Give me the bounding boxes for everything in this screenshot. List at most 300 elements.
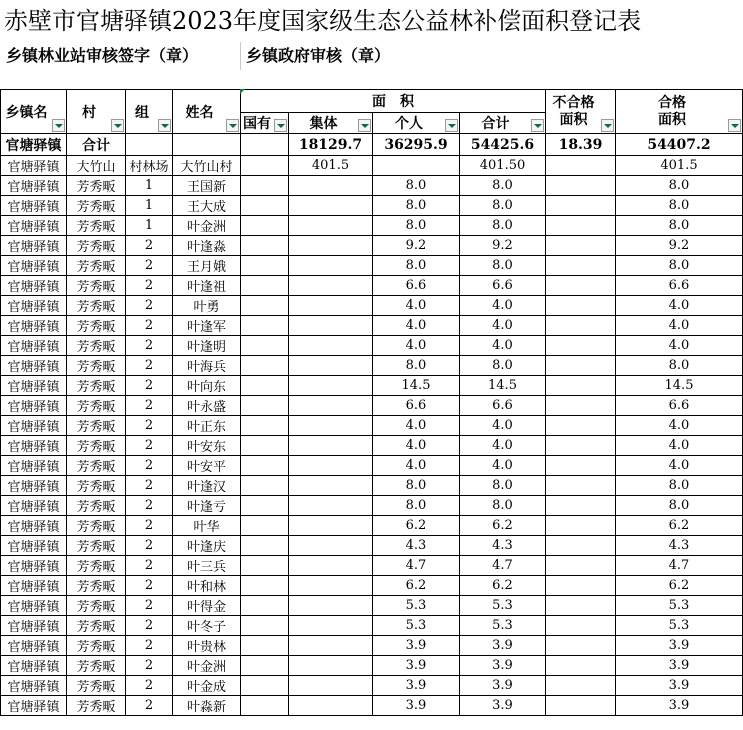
cell-individual[interactable]: 8.0 (373, 476, 460, 496)
cell-qualified[interactable]: 3.9 (616, 636, 743, 656)
cell-total[interactable]: 5.3 (460, 596, 546, 616)
cell-name[interactable]: 叶金洲 (173, 216, 241, 236)
totals-label[interactable]: 合计 (67, 134, 126, 156)
cell-village[interactable]: 芳秀畈 (67, 216, 126, 236)
cell-township[interactable]: 官塘驿镇 (1, 336, 67, 356)
cell-group[interactable]: 2 (126, 676, 173, 696)
cell-group[interactable]: 2 (126, 456, 173, 476)
cell-township[interactable]: 官塘驿镇 (1, 376, 67, 396)
cell-individual[interactable]: 14.5 (373, 376, 460, 396)
filter-dropdown-icon[interactable] (52, 119, 65, 132)
cell-group[interactable]: 2 (126, 476, 173, 496)
cell-township[interactable]: 官塘驿镇 (1, 476, 67, 496)
cell-collective[interactable] (289, 596, 373, 616)
cell-state[interactable] (241, 256, 289, 276)
totals-unqualified[interactable]: 18.39 (546, 134, 616, 156)
cell-state[interactable] (241, 516, 289, 536)
cell-village[interactable]: 芳秀畈 (67, 476, 126, 496)
cell-total[interactable]: 4.7 (460, 556, 546, 576)
cell-village[interactable]: 芳秀畈 (67, 696, 126, 716)
cell-collective[interactable] (289, 556, 373, 576)
cell-qualified[interactable]: 8.0 (616, 476, 743, 496)
filter-dropdown-icon[interactable] (158, 119, 171, 132)
cell-total[interactable]: 4.3 (460, 536, 546, 556)
totals-state-cell[interactable] (241, 134, 289, 156)
cell-township[interactable]: 官塘驿镇 (1, 296, 67, 316)
cell-group[interactable]: 2 (126, 356, 173, 376)
cell-unqualified[interactable] (546, 516, 616, 536)
header-township[interactable]: 乡镇名 (1, 90, 67, 134)
cell-total[interactable]: 4.0 (460, 436, 546, 456)
cell-state[interactable] (241, 236, 289, 256)
cell-qualified[interactable]: 8.0 (616, 196, 743, 216)
cell-individual[interactable]: 5.3 (373, 596, 460, 616)
filter-dropdown-icon[interactable] (601, 119, 614, 132)
cell-total[interactable]: 8.0 (460, 216, 546, 236)
cell-unqualified[interactable] (546, 296, 616, 316)
cell-qualified[interactable]: 3.9 (616, 656, 743, 676)
cell-name[interactable]: 叶安平 (173, 456, 241, 476)
cell-individual[interactable]: 6.2 (373, 576, 460, 596)
cell-total[interactable]: 3.9 (460, 636, 546, 656)
header-state[interactable]: 国有 (241, 113, 289, 134)
cell-township[interactable]: 官塘驿镇 (1, 416, 67, 436)
cell-name[interactable]: 叶得金 (173, 596, 241, 616)
cell-name[interactable]: 叶勇 (173, 296, 241, 316)
cell-collective[interactable] (289, 656, 373, 676)
totals-total[interactable]: 54425.6 (460, 134, 546, 156)
cell-township[interactable]: 官塘驿镇 (1, 676, 67, 696)
cell-group[interactable]: 2 (126, 316, 173, 336)
cell-individual[interactable]: 4.0 (373, 316, 460, 336)
cell-name[interactable]: 叶冬子 (173, 616, 241, 636)
cell-group[interactable]: 2 (126, 556, 173, 576)
cell-qualified[interactable]: 8.0 (616, 176, 743, 196)
cell-state[interactable] (241, 276, 289, 296)
cell-collective[interactable] (289, 196, 373, 216)
cell-state[interactable] (241, 556, 289, 576)
cell-township[interactable]: 官塘驿镇 (1, 216, 67, 236)
cell-collective[interactable] (289, 356, 373, 376)
cell-name[interactable]: 叶淼新 (173, 696, 241, 716)
cell-name[interactable]: 叶贵林 (173, 636, 241, 656)
cell-name[interactable]: 叶海兵 (173, 356, 241, 376)
cell-unqualified[interactable] (546, 616, 616, 636)
cell-unqualified[interactable] (546, 456, 616, 476)
cell-village[interactable]: 芳秀畈 (67, 196, 126, 216)
cell-village[interactable]: 芳秀畈 (67, 396, 126, 416)
cell-group[interactable]: 2 (126, 576, 173, 596)
cell-unqualified[interactable] (546, 596, 616, 616)
cell-state[interactable] (241, 576, 289, 596)
header-qualified[interactable]: 合格面积 (616, 90, 743, 134)
cell-name[interactable]: 叶逢淼 (173, 236, 241, 256)
cell-name[interactable]: 叶正东 (173, 416, 241, 436)
cell-group[interactable]: 1 (126, 196, 173, 216)
totals-name-cell[interactable] (173, 134, 241, 156)
cell-name[interactable]: 叶金洲 (173, 656, 241, 676)
totals-collective[interactable]: 18129.7 (289, 134, 373, 156)
header-total[interactable]: 合计 (460, 113, 546, 134)
cell-qualified[interactable]: 4.0 (616, 456, 743, 476)
cell-group[interactable]: 2 (126, 616, 173, 636)
cell-individual[interactable]: 4.0 (373, 296, 460, 316)
cell-unqualified[interactable] (546, 256, 616, 276)
cell-unqualified[interactable] (546, 676, 616, 696)
cell-township[interactable]: 官塘驿镇 (1, 356, 67, 376)
cell-unqualified[interactable] (546, 356, 616, 376)
cell-township[interactable]: 官塘驿镇 (1, 256, 67, 276)
cell-township[interactable]: 官塘驿镇 (1, 456, 67, 476)
header-village[interactable]: 村 (67, 90, 126, 134)
cell-name[interactable]: 叶逢汉 (173, 476, 241, 496)
cell-individual[interactable]: 4.0 (373, 436, 460, 456)
cell-total[interactable]: 8.0 (460, 176, 546, 196)
cell-village[interactable]: 芳秀畈 (67, 676, 126, 696)
cell-collective[interactable] (289, 676, 373, 696)
cell-state[interactable] (241, 476, 289, 496)
cell-group[interactable]: 2 (126, 516, 173, 536)
cell-total[interactable]: 14.5 (460, 376, 546, 396)
cell-collective[interactable] (289, 396, 373, 416)
cell-total[interactable]: 6.2 (460, 576, 546, 596)
cell-village[interactable]: 芳秀畈 (67, 596, 126, 616)
cell-unqualified[interactable] (546, 376, 616, 396)
cell-collective[interactable] (289, 616, 373, 636)
cell-total[interactable]: 6.2 (460, 516, 546, 536)
cell-collective[interactable] (289, 316, 373, 336)
cell-state[interactable] (241, 176, 289, 196)
cell-individual[interactable]: 6.6 (373, 276, 460, 296)
filter-dropdown-icon[interactable] (531, 119, 544, 132)
cell-individual[interactable]: 8.0 (373, 216, 460, 236)
header-individual[interactable]: 个人 (373, 113, 460, 134)
cell-individual[interactable]: 3.9 (373, 676, 460, 696)
cell-qualified[interactable]: 4.0 (616, 336, 743, 356)
cell-name[interactable]: 叶逢军 (173, 316, 241, 336)
cell-collective[interactable] (289, 456, 373, 476)
cell-township[interactable]: 官塘驿镇 (1, 316, 67, 336)
cell-township[interactable]: 官塘驿镇 (1, 556, 67, 576)
cell-collective[interactable] (289, 176, 373, 196)
header-group[interactable]: 组 (126, 90, 173, 134)
cell-qualified[interactable]: 9.2 (616, 236, 743, 256)
cell-qualified[interactable]: 5.3 (616, 616, 743, 636)
cell-individual[interactable]: 3.9 (373, 656, 460, 676)
cell-township[interactable]: 官塘驿镇 (1, 596, 67, 616)
cell-collective[interactable] (289, 576, 373, 596)
cell-individual[interactable] (373, 156, 460, 176)
cell-name[interactable]: 叶安东 (173, 436, 241, 456)
cell-village[interactable]: 芳秀畈 (67, 456, 126, 476)
cell-qualified[interactable]: 3.9 (616, 676, 743, 696)
filter-dropdown-icon[interactable] (728, 119, 741, 132)
cell-collective[interactable] (289, 376, 373, 396)
cell-village[interactable]: 芳秀畈 (67, 236, 126, 256)
cell-qualified[interactable]: 6.6 (616, 276, 743, 296)
cell-township[interactable]: 官塘驿镇 (1, 396, 67, 416)
cell-total[interactable]: 5.3 (460, 616, 546, 636)
cell-name[interactable]: 叶金成 (173, 676, 241, 696)
cell-state[interactable] (241, 456, 289, 476)
cell-qualified[interactable]: 8.0 (616, 216, 743, 236)
cell-collective[interactable] (289, 296, 373, 316)
cell-individual[interactable]: 9.2 (373, 236, 460, 256)
cell-group[interactable]: 村林场 (126, 156, 173, 176)
cell-township[interactable]: 官塘驿镇 (1, 156, 67, 176)
cell-group[interactable]: 2 (126, 276, 173, 296)
cell-individual[interactable]: 3.9 (373, 696, 460, 716)
cell-qualified[interactable]: 4.0 (616, 296, 743, 316)
cell-unqualified[interactable] (546, 236, 616, 256)
cell-township[interactable]: 官塘驿镇 (1, 516, 67, 536)
cell-township[interactable]: 官塘驿镇 (1, 696, 67, 716)
cell-collective[interactable] (289, 636, 373, 656)
cell-collective[interactable] (289, 276, 373, 296)
cell-state[interactable] (241, 536, 289, 556)
cell-township[interactable]: 官塘驿镇 (1, 576, 67, 596)
cell-qualified[interactable]: 4.7 (616, 556, 743, 576)
cell-qualified[interactable]: 8.0 (616, 256, 743, 276)
cell-qualified[interactable]: 14.5 (616, 376, 743, 396)
cell-qualified[interactable]: 6.6 (616, 396, 743, 416)
cell-total[interactable]: 8.0 (460, 256, 546, 276)
cell-collective[interactable] (289, 236, 373, 256)
cell-village[interactable]: 芳秀畈 (67, 436, 126, 456)
cell-state[interactable] (241, 336, 289, 356)
totals-qualified[interactable]: 54407.2 (616, 134, 743, 156)
cell-unqualified[interactable] (546, 216, 616, 236)
cell-collective[interactable] (289, 536, 373, 556)
cell-group[interactable]: 2 (126, 336, 173, 356)
cell-township[interactable]: 官塘驿镇 (1, 636, 67, 656)
cell-qualified[interactable]: 4.3 (616, 536, 743, 556)
cell-group[interactable]: 2 (126, 496, 173, 516)
cell-collective[interactable] (289, 216, 373, 236)
cell-individual[interactable]: 8.0 (373, 176, 460, 196)
cell-township[interactable]: 官塘驿镇 (1, 276, 67, 296)
cell-unqualified[interactable] (546, 696, 616, 716)
cell-township[interactable]: 官塘驿镇 (1, 236, 67, 256)
cell-group[interactable]: 2 (126, 596, 173, 616)
cell-state[interactable] (241, 636, 289, 656)
cell-total[interactable]: 4.0 (460, 336, 546, 356)
cell-unqualified[interactable] (546, 656, 616, 676)
cell-unqualified[interactable] (546, 496, 616, 516)
cell-state[interactable] (241, 316, 289, 336)
cell-unqualified[interactable] (546, 176, 616, 196)
cell-group[interactable]: 2 (126, 416, 173, 436)
cell-unqualified[interactable] (546, 156, 616, 176)
cell-total[interactable]: 9.2 (460, 236, 546, 256)
cell-group[interactable]: 1 (126, 216, 173, 236)
cell-unqualified[interactable] (546, 396, 616, 416)
filter-dropdown-icon[interactable] (111, 119, 124, 132)
cell-group[interactable]: 1 (126, 176, 173, 196)
cell-state[interactable] (241, 356, 289, 376)
cell-village[interactable]: 芳秀畈 (67, 536, 126, 556)
cell-township[interactable]: 官塘驿镇 (1, 496, 67, 516)
cell-township[interactable]: 官塘驿镇 (1, 536, 67, 556)
cell-qualified[interactable]: 3.9 (616, 696, 743, 716)
cell-village[interactable]: 芳秀畈 (67, 516, 126, 536)
cell-township[interactable]: 官塘驿镇 (1, 176, 67, 196)
cell-name[interactable]: 王大成 (173, 196, 241, 216)
cell-unqualified[interactable] (546, 336, 616, 356)
cell-village[interactable]: 芳秀畈 (67, 176, 126, 196)
filter-dropdown-icon[interactable] (358, 119, 371, 132)
cell-collective[interactable] (289, 696, 373, 716)
cell-village[interactable]: 芳秀畈 (67, 356, 126, 376)
totals-individual[interactable]: 36295.9 (373, 134, 460, 156)
cell-individual[interactable]: 6.6 (373, 396, 460, 416)
cell-individual[interactable]: 8.0 (373, 256, 460, 276)
cell-unqualified[interactable] (546, 276, 616, 296)
filter-dropdown-icon[interactable] (274, 119, 287, 132)
cell-name[interactable]: 叶华 (173, 516, 241, 536)
cell-name[interactable]: 叶和林 (173, 576, 241, 596)
cell-village[interactable]: 芳秀畈 (67, 276, 126, 296)
cell-state[interactable] (241, 496, 289, 516)
cell-group[interactable]: 2 (126, 396, 173, 416)
cell-collective[interactable]: 401.5 (289, 156, 373, 176)
cell-total[interactable]: 4.0 (460, 296, 546, 316)
cell-total[interactable]: 401.50 (460, 156, 546, 176)
filter-dropdown-icon[interactable] (445, 119, 458, 132)
header-name[interactable]: 姓名 (173, 90, 241, 134)
cell-village[interactable]: 芳秀畈 (67, 616, 126, 636)
cell-group[interactable]: 2 (126, 696, 173, 716)
cell-township[interactable]: 官塘驿镇 (1, 436, 67, 456)
cell-village[interactable]: 芳秀畈 (67, 376, 126, 396)
cell-state[interactable] (241, 596, 289, 616)
cell-state[interactable] (241, 376, 289, 396)
cell-name[interactable]: 大竹山村 (173, 156, 241, 176)
cell-name[interactable]: 王月娥 (173, 256, 241, 276)
totals-group-cell[interactable] (126, 134, 173, 156)
cell-name[interactable]: 叶逢祖 (173, 276, 241, 296)
cell-name[interactable]: 叶三兵 (173, 556, 241, 576)
cell-state[interactable] (241, 156, 289, 176)
cell-village[interactable]: 芳秀畈 (67, 636, 126, 656)
cell-group[interactable]: 2 (126, 256, 173, 276)
header-unqualified[interactable]: 不合格面积 (546, 90, 616, 134)
cell-individual[interactable]: 4.0 (373, 336, 460, 356)
cell-state[interactable] (241, 216, 289, 236)
cell-township[interactable]: 官塘驿镇 (1, 616, 67, 636)
cell-state[interactable] (241, 696, 289, 716)
cell-state[interactable] (241, 196, 289, 216)
cell-qualified[interactable]: 4.0 (616, 316, 743, 336)
cell-state[interactable] (241, 436, 289, 456)
cell-total[interactable]: 3.9 (460, 656, 546, 676)
cell-township[interactable]: 官塘驿镇 (1, 656, 67, 676)
cell-name[interactable]: 王国新 (173, 176, 241, 196)
cell-total[interactable]: 3.9 (460, 696, 546, 716)
cell-unqualified[interactable] (546, 436, 616, 456)
cell-qualified[interactable]: 401.5 (616, 156, 743, 176)
cell-individual[interactable]: 8.0 (373, 196, 460, 216)
cell-township[interactable]: 官塘驿镇 (1, 196, 67, 216)
cell-group[interactable]: 2 (126, 376, 173, 396)
cell-individual[interactable]: 4.0 (373, 416, 460, 436)
cell-qualified[interactable]: 6.2 (616, 516, 743, 536)
cell-group[interactable]: 2 (126, 636, 173, 656)
cell-individual[interactable]: 4.7 (373, 556, 460, 576)
cell-state[interactable] (241, 656, 289, 676)
cell-state[interactable] (241, 676, 289, 696)
cell-state[interactable] (241, 396, 289, 416)
cell-village[interactable]: 芳秀畈 (67, 336, 126, 356)
cell-total[interactable]: 4.0 (460, 316, 546, 336)
cell-total[interactable]: 6.6 (460, 276, 546, 296)
cell-name[interactable]: 叶逢明 (173, 336, 241, 356)
cell-total[interactable]: 6.6 (460, 396, 546, 416)
cell-village[interactable]: 芳秀畈 (67, 576, 126, 596)
cell-collective[interactable] (289, 256, 373, 276)
totals-township[interactable]: 官塘驿镇 (1, 134, 67, 156)
cell-qualified[interactable]: 4.0 (616, 416, 743, 436)
cell-qualified[interactable]: 8.0 (616, 356, 743, 376)
cell-village[interactable]: 芳秀畈 (67, 316, 126, 336)
cell-total[interactable]: 4.0 (460, 456, 546, 476)
cell-unqualified[interactable] (546, 316, 616, 336)
cell-unqualified[interactable] (546, 556, 616, 576)
cell-state[interactable] (241, 616, 289, 636)
cell-individual[interactable]: 4.3 (373, 536, 460, 556)
cell-group[interactable]: 2 (126, 436, 173, 456)
cell-unqualified[interactable] (546, 196, 616, 216)
cell-village[interactable]: 芳秀畈 (67, 296, 126, 316)
cell-total[interactable]: 4.0 (460, 416, 546, 436)
cell-name[interactable]: 叶向东 (173, 376, 241, 396)
cell-individual[interactable]: 4.0 (373, 456, 460, 476)
cell-total[interactable]: 8.0 (460, 196, 546, 216)
cell-collective[interactable] (289, 336, 373, 356)
cell-group[interactable]: 2 (126, 536, 173, 556)
cell-village[interactable]: 芳秀畈 (67, 656, 126, 676)
cell-qualified[interactable]: 4.0 (616, 436, 743, 456)
cell-unqualified[interactable] (546, 636, 616, 656)
header-collective[interactable]: 集体 (289, 113, 373, 134)
cell-state[interactable] (241, 416, 289, 436)
cell-group[interactable]: 2 (126, 656, 173, 676)
cell-total[interactable]: 3.9 (460, 676, 546, 696)
cell-qualified[interactable]: 5.3 (616, 596, 743, 616)
cell-collective[interactable] (289, 496, 373, 516)
cell-village[interactable]: 芳秀畈 (67, 416, 126, 436)
cell-total[interactable]: 8.0 (460, 496, 546, 516)
cell-name[interactable]: 叶逢亏 (173, 496, 241, 516)
cell-unqualified[interactable] (546, 536, 616, 556)
cell-qualified[interactable]: 6.2 (616, 576, 743, 596)
cell-collective[interactable] (289, 516, 373, 536)
cell-group[interactable]: 2 (126, 296, 173, 316)
cell-village[interactable]: 芳秀畈 (67, 496, 126, 516)
cell-unqualified[interactable] (546, 416, 616, 436)
cell-collective[interactable] (289, 436, 373, 456)
cell-unqualified[interactable] (546, 476, 616, 496)
filter-dropdown-icon[interactable] (226, 119, 239, 132)
cell-collective[interactable] (289, 416, 373, 436)
cell-individual[interactable]: 3.9 (373, 636, 460, 656)
cell-name[interactable]: 叶逢庆 (173, 536, 241, 556)
cell-name[interactable]: 叶永盛 (173, 396, 241, 416)
cell-individual[interactable]: 6.2 (373, 516, 460, 536)
cell-individual[interactable]: 8.0 (373, 496, 460, 516)
cell-qualified[interactable]: 8.0 (616, 496, 743, 516)
cell-village[interactable]: 芳秀畈 (67, 556, 126, 576)
